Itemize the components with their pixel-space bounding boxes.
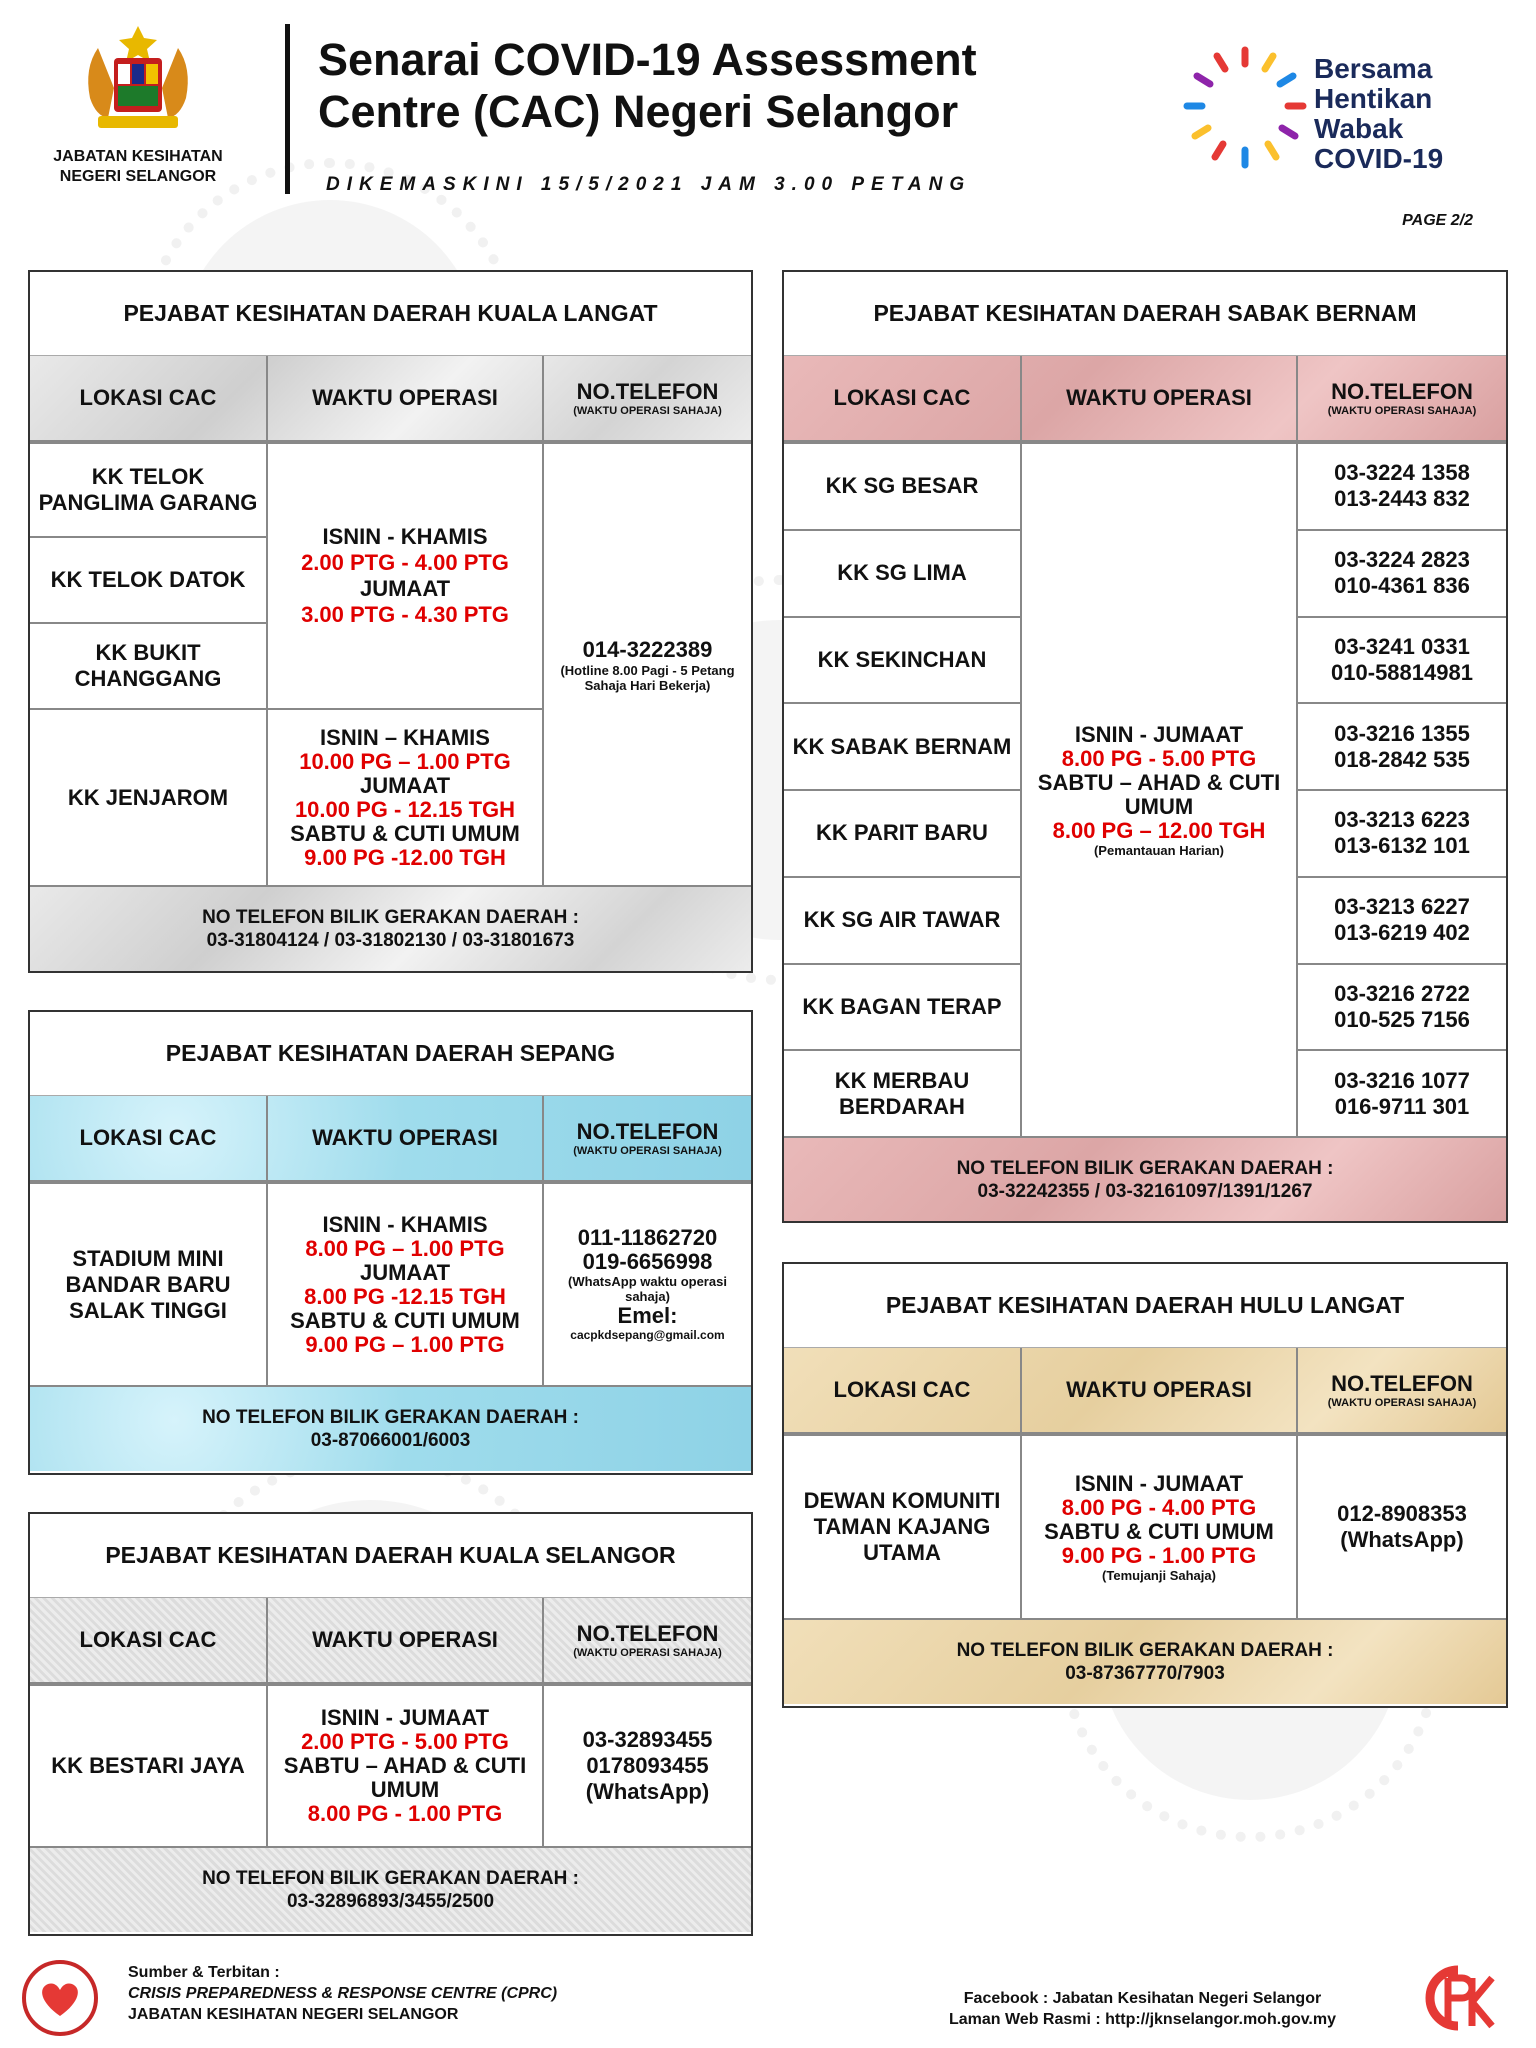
district-ops-room xyxy=(30,1846,751,1932)
phone-note: (WhatsApp) xyxy=(585,1779,710,1804)
district-ops-room xyxy=(30,885,751,971)
lokasi-column xyxy=(30,444,268,885)
card-hulu-langat xyxy=(782,1262,1508,1708)
phone-cell xyxy=(544,1686,751,1846)
source-dept: JABATAN KESIHATAN NEGERI SELANGOR xyxy=(128,2006,459,2023)
col-header-telefon-label: NO.TELEFON xyxy=(576,1118,719,1144)
col-header-telefon xyxy=(544,1096,751,1182)
hours-time: 10.00 PG – 1.00 PTG xyxy=(299,748,511,774)
col-header-telefon-label: NO.TELEFON xyxy=(576,1620,719,1646)
hours-time: 8.00 PG - 5.00 PTG xyxy=(1061,745,1257,771)
hours-cell xyxy=(268,1184,544,1385)
location-cell: KK SABAK BERNAM xyxy=(784,704,1020,791)
district-ops-room xyxy=(30,1385,751,1471)
phone-number: 011-11862720 xyxy=(577,1225,718,1250)
table-header-row xyxy=(784,1348,1506,1436)
coat-of-arms-icon xyxy=(68,18,208,136)
phone-number: 03-3216 1077 xyxy=(1334,1067,1470,1093)
hours-time: 8.00 PG - 4.00 PTG xyxy=(1061,1494,1257,1520)
hours-time: 8.00 PG – 12.00 TGH xyxy=(1052,817,1266,843)
table-body xyxy=(784,1436,1506,1618)
ops-room-label: NO TELEFON BILIK GERAKAN DAERAH : xyxy=(202,1868,579,1889)
agency-logo-block xyxy=(38,18,238,187)
hours-time: 3.00 PTG - 4.30 PTG xyxy=(301,602,509,627)
col-header-lokasi: LOKASI CAC xyxy=(784,356,1022,442)
phone-cell xyxy=(1298,1051,1506,1136)
hours-days: JUMAAT xyxy=(359,576,451,601)
card-sepang xyxy=(28,1010,753,1475)
ops-room-label: NO TELEFON BILIK GERAKAN DAERAH : xyxy=(202,907,579,928)
district-ops-room xyxy=(784,1136,1506,1221)
email-label: Emel: xyxy=(617,1303,678,1328)
sunburst-icon xyxy=(1180,44,1310,174)
phone-number: 03-3224 2823 xyxy=(1334,547,1470,573)
hours-days: ISNIN - KHAMIS xyxy=(322,524,488,549)
phone-number: 010-4361 836 xyxy=(1334,573,1470,599)
location-cell: KK SG LIMA xyxy=(784,531,1020,618)
hours-note: (Pemantauan Harian) xyxy=(1093,842,1225,858)
phone-cell xyxy=(1298,1436,1506,1618)
phone-number: 013-6219 402 xyxy=(1334,920,1470,946)
campaign-line1: Bersama xyxy=(1314,53,1433,84)
hours-days: SABTU & CUTI UMUM xyxy=(1044,1518,1274,1544)
col-header-lokasi: LOKASI CAC xyxy=(30,356,268,442)
telefon-column xyxy=(1298,444,1506,1136)
table-body xyxy=(784,444,1506,1136)
card-sabak-bernam xyxy=(782,270,1508,1223)
cpk-logo-icon xyxy=(1408,1962,1508,2042)
phone-number: 010-58814981 xyxy=(1331,659,1473,685)
col-header-lokasi: LOKASI CAC xyxy=(30,1096,268,1182)
hours-days: ISNIN – KHAMIS xyxy=(320,724,490,750)
phone-note: (WhatsApp waktu operasi sahaja) xyxy=(568,1274,727,1304)
col-header-waktu: WAKTU OPERASI xyxy=(1022,356,1298,442)
title-divider xyxy=(285,24,290,194)
campaign-logo xyxy=(1180,44,1500,174)
location-cell: KK BAGAN TERAP xyxy=(784,965,1020,1052)
table-header-row xyxy=(784,356,1506,444)
col-header-telefon-label: NO.TELEFON xyxy=(1331,378,1473,404)
campaign-line2: Hentikan xyxy=(1314,83,1433,114)
phone-number: 016-9711 301 xyxy=(1334,1093,1470,1119)
phone-cell xyxy=(544,444,751,885)
table-body xyxy=(30,444,751,885)
source-label: Sumber & Terbitan : xyxy=(128,1964,280,1981)
contact-links xyxy=(949,1988,1336,2030)
agency-name-line2: NEGERI SELANGOR xyxy=(59,168,217,185)
phone-cell xyxy=(1298,965,1506,1052)
location-cell: KK BUKIT CHANGGANG xyxy=(30,624,266,710)
title-line1: Senarai COVID-19 Assessment xyxy=(318,34,977,85)
hours-time: 2.00 PTG - 5.00 PTG xyxy=(301,1729,509,1754)
lokasi-column xyxy=(784,444,1022,1136)
hours-days: JUMAAT xyxy=(359,1259,451,1285)
phone-number: 03-3213 6227 xyxy=(1334,894,1470,920)
hours-time: 9.00 PG -12.00 TGH xyxy=(304,844,506,870)
page-title xyxy=(318,34,1078,138)
location-cell: KK JENJAROM xyxy=(67,784,229,810)
phone-number: 010-525 7156 xyxy=(1334,1006,1470,1032)
col-header-telefon-note: (WAKTU OPERASI SAHAJA) xyxy=(1327,404,1477,417)
location-cell: KK MERBAU BERDARAH xyxy=(834,1067,970,1119)
phone-number: 0178093455 xyxy=(586,1753,709,1778)
card-title: PEJABAT KESIHATAN DAERAH KUALA SELANGOR xyxy=(30,1514,751,1598)
col-header-telefon-note: (WAKTU OPERASI SAHAJA) xyxy=(1327,1396,1477,1409)
hours-cell xyxy=(268,1686,544,1846)
phone-number: 012-8908353 xyxy=(1337,1501,1467,1526)
ops-room-numbers: 03-87066001/6003 xyxy=(310,1430,471,1451)
phone-cell xyxy=(1298,618,1506,705)
ops-room-numbers: 03-87367770/7903 xyxy=(1065,1663,1225,1684)
card-kuala-selangor xyxy=(28,1512,753,1936)
card-title: PEJABAT KESIHATAN DAERAH SEPANG xyxy=(30,1012,751,1096)
ops-room-numbers: 03-32242355 / 03-32161097/1391/1267 xyxy=(977,1180,1313,1202)
hours-note: (Temujanji Sahaja) xyxy=(1102,1567,1216,1583)
campaign-text xyxy=(1314,54,1443,174)
col-header-waktu: WAKTU OPERASI xyxy=(268,356,544,442)
phone-cell xyxy=(1298,531,1506,618)
hours-days: JUMAAT xyxy=(359,772,451,798)
phone-number: 03-3216 1355 xyxy=(1334,720,1470,746)
location-cell: KK SEKINCHAN xyxy=(784,618,1020,705)
hours-days: SABTU & CUTI UMUM xyxy=(290,820,520,846)
hours-cell xyxy=(1022,1436,1298,1618)
phone-number: 03-32893455 xyxy=(582,1727,713,1752)
card-title: PEJABAT KESIHATAN DAERAH HULU LANGAT xyxy=(784,1264,1506,1348)
col-header-telefon xyxy=(544,1598,751,1684)
table-header-row xyxy=(30,356,751,444)
phone-cell xyxy=(1298,791,1506,878)
hours-days: SABTU – AHAD & CUTI UMUM xyxy=(283,1753,527,1802)
hours-time: 9.00 PG – 1.00 PTG xyxy=(305,1331,505,1357)
hours-time: 10.00 PG - 12.15 TGH xyxy=(294,796,516,822)
location-cell: KK SG BESAR xyxy=(784,444,1020,531)
card-title: PEJABAT KESIHATAN DAERAH KUALA LANGAT xyxy=(30,272,751,356)
phone-cell xyxy=(1298,878,1506,965)
hours-days: ISNIN - JUMAAT xyxy=(1074,1470,1244,1496)
campaign-line3: Wabak xyxy=(1314,113,1404,144)
col-header-lokasi: LOKASI CAC xyxy=(784,1348,1022,1434)
hours-days: SABTU & CUTI UMUM xyxy=(290,1307,520,1333)
col-header-telefon-note: (WAKTU OPERASI SAHAJA) xyxy=(573,1646,722,1659)
campaign-line4: COVID-19 xyxy=(1314,143,1444,174)
location-cell: KK PARIT BARU xyxy=(784,791,1020,878)
location-cell: KK BESTARI JAYA xyxy=(30,1686,268,1846)
table-header-row xyxy=(30,1598,751,1686)
source-org: CRISIS PREPAREDNESS & RESPONSE CENTRE (CPRC) xyxy=(128,1985,558,2002)
col-header-waktu: WAKTU OPERASI xyxy=(268,1096,544,1182)
ops-room-numbers: 03-31804124 / 03-31802130 / 03-31801673 xyxy=(206,930,575,951)
phone-number: 03-3216 2722 xyxy=(1334,980,1470,1006)
hours-time: 8.00 PG - 1.00 PTG xyxy=(307,1801,503,1826)
col-header-telefon-note: (WAKTU OPERASI SAHAJA) xyxy=(573,1144,722,1157)
phone-cell xyxy=(1298,444,1506,531)
card-kuala-langat xyxy=(28,270,753,973)
table-body xyxy=(30,1686,751,1846)
phone-number: 013-6132 101 xyxy=(1334,833,1470,859)
ops-room-label: NO TELEFON BILIK GERAKAN DAERAH : xyxy=(956,1157,1334,1179)
website-link[interactable]: Laman Web Rasmi : http://jknselangor.moh.gov.my xyxy=(948,2011,1336,2028)
col-header-telefon xyxy=(1298,1348,1506,1434)
ops-room-label: NO TELEFON BILIK GERAKAN DAERAH : xyxy=(956,1640,1334,1661)
table-header-row xyxy=(30,1096,751,1184)
hours-time: 8.00 PG – 1.00 PTG xyxy=(305,1235,505,1261)
hours-days: ISNIN - JUMAAT xyxy=(1074,721,1244,747)
ops-room-label: NO TELEFON BILIK GERAKAN DAERAH : xyxy=(202,1407,579,1428)
location-cell: DEWAN KOMUNITI TAMAN KAJANG UTAMA xyxy=(784,1436,1022,1618)
phone-note: (WhatsApp) xyxy=(1340,1527,1464,1552)
hours-cell xyxy=(268,710,542,885)
location-cell: KK TELOK PANGLIMA GARANG xyxy=(30,444,266,538)
hours-cell xyxy=(268,444,542,710)
phone-number: 013-2443 832 xyxy=(1334,486,1470,512)
hours-time: 2.00 PTG - 4.00 PTG xyxy=(301,550,509,575)
hours-days: ISNIN - JUMAAT xyxy=(320,1705,490,1730)
waktu-column xyxy=(268,444,544,885)
ops-room-numbers: 03-32896893/3455/2500 xyxy=(286,1891,495,1912)
col-header-telefon-label: NO.TELEFON xyxy=(576,378,719,404)
facebook-link[interactable]: Facebook : Jabatan Kesihatan Negeri Selangor xyxy=(963,1990,1322,2007)
col-header-telefon-label: NO.TELEFON xyxy=(1331,1370,1473,1396)
phone-number: 019-6656998 xyxy=(582,1249,713,1274)
col-header-telefon-note: (WAKTU OPERASI SAHAJA) xyxy=(573,404,722,417)
hours-time: 9.00 PG - 1.00 PTG xyxy=(1061,1542,1257,1568)
phone-number: 03-3224 1358 xyxy=(1334,460,1470,486)
location-cell: KK SG AIR TAWAR xyxy=(784,878,1020,965)
page-number: PAGE 2/2 xyxy=(1402,212,1473,229)
hours-days: ISNIN - KHAMIS xyxy=(322,1211,488,1237)
agency-name-line1: JABATAN KESIHATAN xyxy=(53,148,223,165)
health-promotion-logo-icon xyxy=(20,1958,100,2038)
phone-number: 03-3213 6223 xyxy=(1334,807,1470,833)
hours-time: 8.00 PG -12.15 TGH xyxy=(304,1283,506,1309)
update-timestamp: DIKEMASKINI 15/5/2021 JAM 3.00 PETANG xyxy=(326,174,972,195)
col-header-telefon xyxy=(544,356,751,442)
district-ops-room xyxy=(784,1618,1506,1704)
source-credits xyxy=(128,1962,557,2025)
card-title: PEJABAT KESIHATAN DAERAH SABAK BERNAM xyxy=(784,272,1506,356)
col-header-lokasi: LOKASI CAC xyxy=(30,1598,268,1684)
phone-number: 014-3222389 xyxy=(582,636,713,662)
phone-number: 03-3241 0331 xyxy=(1334,633,1470,659)
phone-cell xyxy=(544,1184,751,1385)
location-cell: STADIUM MINI BANDAR BARU SALAK TINGGI xyxy=(30,1184,268,1385)
email-address: cacpkdsepang@gmail.com xyxy=(570,1328,725,1342)
phone-cell xyxy=(1298,704,1506,791)
col-header-telefon xyxy=(1298,356,1506,442)
col-header-waktu: WAKTU OPERASI xyxy=(1022,1348,1298,1434)
phone-number: 018-2842 535 xyxy=(1334,746,1470,772)
table-body xyxy=(30,1184,751,1385)
hours-cell xyxy=(1022,444,1298,1136)
hours-days: SABTU – AHAD & CUTI UMUM xyxy=(1037,769,1281,819)
telefon-column xyxy=(544,444,751,885)
col-header-waktu: WAKTU OPERASI xyxy=(268,1598,544,1684)
title-line2: Centre (CAC) Negeri Selangor xyxy=(318,86,959,137)
phone-note: (Hotline 8.00 Pagi - 5 Petang Sahaja Hari Bekerja) xyxy=(560,662,735,693)
location-cell: KK TELOK DATOK xyxy=(30,538,266,624)
